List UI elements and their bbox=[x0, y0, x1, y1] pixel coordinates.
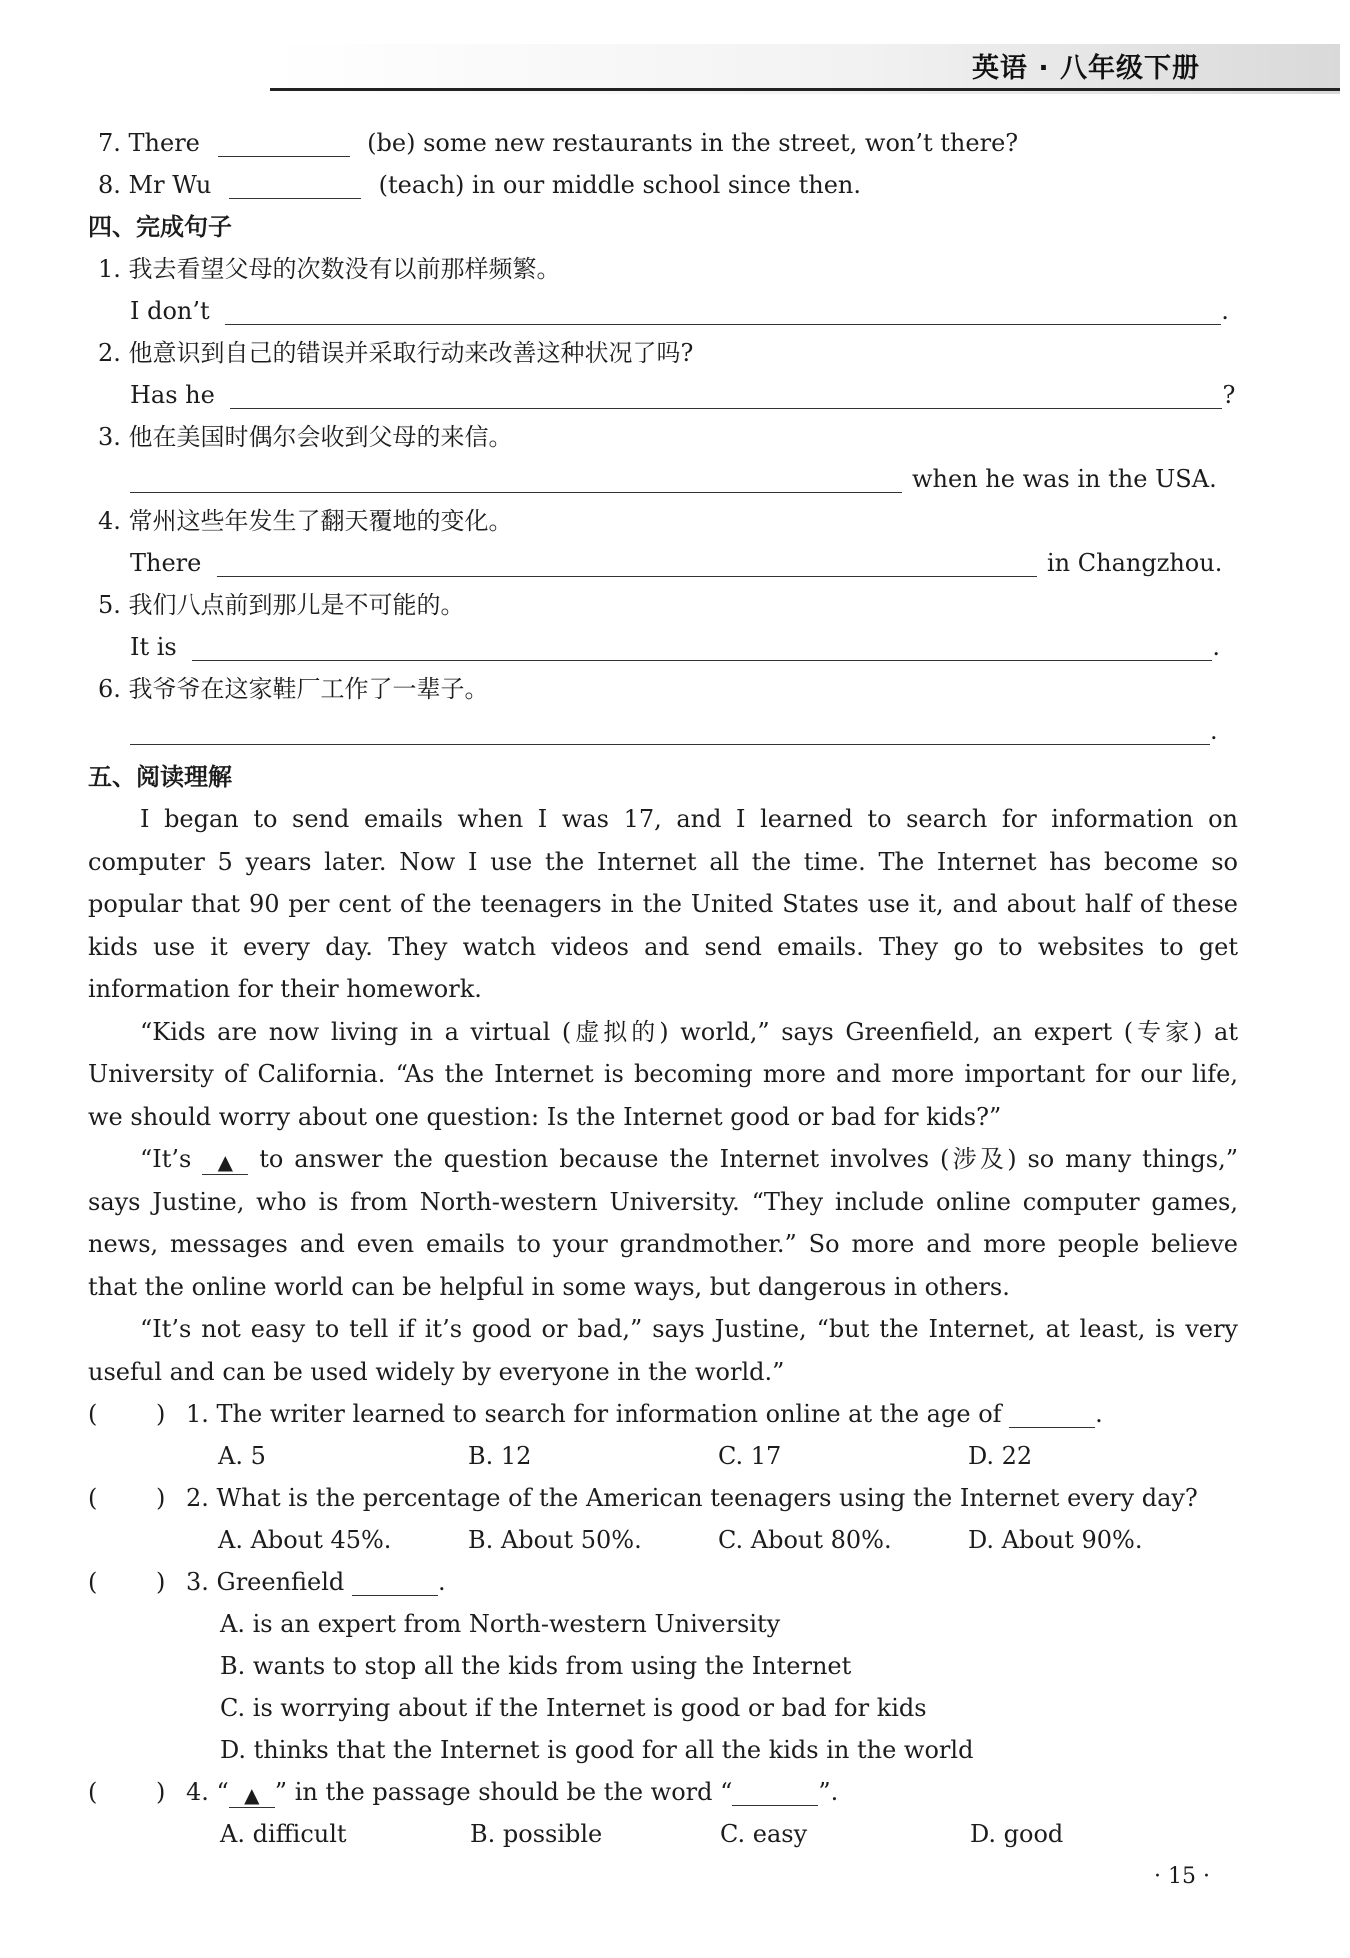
option-c[interactable]: C. easy bbox=[720, 1820, 808, 1848]
sentence-cn-2: 2. 他意识到自己的错误并采取行动来改善这种状况了吗? bbox=[98, 339, 694, 367]
option-b[interactable]: B. 12 bbox=[468, 1442, 532, 1470]
option-d[interactable]: D. thinks that the Internet is good for all the kids in the world bbox=[220, 1736, 974, 1764]
sentence-cn-1: 1. 我去看望父母的次数没有以前那样频繁。 bbox=[98, 255, 561, 283]
paragraph-text: to answer the question because the Internet involves (涉及) so many things,” says Justine, who is from North-western University. “They include online computer games, news, messages and even emails to your grandmother.” So more and more people believe that the online world can be helpful in some ways, but dangerous in others. bbox=[88, 1145, 1238, 1301]
passage-paragraph-4 bbox=[88, 1308, 1238, 1393]
sentence-en-2 bbox=[88, 374, 1238, 416]
fill-in-item-7 bbox=[88, 122, 1238, 164]
option-a[interactable]: A. is an expert from North-western University bbox=[220, 1610, 781, 1638]
option-a[interactable]: A. difficult bbox=[220, 1820, 347, 1848]
sentence-end: in Changzhou. bbox=[1046, 549, 1223, 577]
sentence-cn-4: 4. 常州这些年发生了翻天覆地的变化。 bbox=[98, 507, 513, 535]
answer-blank[interactable] bbox=[732, 1777, 818, 1806]
sentence-en-6 bbox=[88, 710, 1238, 752]
sentence-start: There bbox=[130, 549, 202, 577]
answer-paren-right: ) bbox=[156, 1568, 166, 1596]
answer-blank[interactable] bbox=[225, 296, 1221, 325]
question-2-options bbox=[88, 1519, 1238, 1561]
header-title: 英语 · 八年级下册 bbox=[971, 53, 1200, 84]
question-text bbox=[186, 1771, 838, 1813]
question-4-options bbox=[88, 1813, 1238, 1855]
answer-blank[interactable] bbox=[352, 1567, 438, 1596]
sentence-en-1 bbox=[88, 290, 1238, 332]
answer-paren-right: ) bbox=[156, 1778, 166, 1806]
passage-paragraph-2 bbox=[88, 1011, 1238, 1139]
question-1 bbox=[88, 1393, 1238, 1435]
answer-blank[interactable] bbox=[1009, 1399, 1095, 1428]
triangle-blank: ▲ bbox=[202, 1150, 248, 1175]
answer-blank[interactable] bbox=[218, 128, 350, 157]
paragraph-text: “Kids are now living in a virtual (虚拟的) world,” says Greenfield, an expert (专家) at University of California. “As the Internet is becoming more and more important for our life, we should worry about one question: Is the Internet good or bad for kids?” bbox=[88, 1017, 1238, 1131]
answer-paren-left[interactable]: ( bbox=[88, 1778, 98, 1806]
option-c[interactable]: C. About 80%. bbox=[718, 1526, 892, 1554]
answer-paren-left[interactable]: ( bbox=[88, 1568, 98, 1596]
sentence-cn-5: 5. 我们八点前到那儿是不可能的。 bbox=[98, 591, 465, 619]
question-end: ”. bbox=[818, 1778, 839, 1806]
answer-blank[interactable] bbox=[192, 632, 1212, 661]
sentence-cn-6: 6. 我爷爷在这家鞋厂工作了一辈子。 bbox=[98, 675, 489, 703]
sentence-en-5 bbox=[88, 626, 1238, 668]
sentence-end: when he was in the USA. bbox=[912, 465, 1217, 493]
section-title-5: 五、阅读理解 bbox=[88, 763, 232, 791]
sentence-start: Has he bbox=[130, 381, 215, 409]
option-d[interactable]: D. About 90%. bbox=[968, 1526, 1143, 1554]
question-stem: 3. Greenfield bbox=[186, 1568, 345, 1596]
item-hint: (teach) in our middle school since then. bbox=[378, 171, 862, 199]
passage-paragraph-1 bbox=[88, 798, 1238, 1011]
paragraph-text: I began to send emails when I was 17, and I learned to search for information on computer 5 years later. Now I use the Internet all the time. The Internet has become so popular that 90 per cent of the teenagers in the United States use it, and about half of these kids use it every day. They watch videos and send emails. They go to websites to get information for their homework. bbox=[88, 805, 1238, 1003]
question-end: . bbox=[437, 1568, 446, 1596]
question-2 bbox=[88, 1477, 1238, 1519]
page-number: · 15 · bbox=[1154, 1864, 1210, 1889]
sentence-start: I don’t bbox=[130, 297, 210, 325]
section-title-4: 四、完成句子 bbox=[88, 213, 232, 241]
triangle-blank: ▲ bbox=[229, 1783, 275, 1808]
question-stem: 1. The writer learned to search for information online at the age of bbox=[186, 1400, 1002, 1428]
answer-paren-left[interactable]: ( bbox=[88, 1400, 98, 1428]
answer-blank[interactable] bbox=[217, 548, 1037, 577]
option-d[interactable]: D. 22 bbox=[968, 1442, 1033, 1470]
question-stem: ” in the passage should be the word “ bbox=[274, 1778, 733, 1806]
question-text bbox=[186, 1561, 446, 1603]
item-label: 8. Mr Wu bbox=[98, 171, 212, 199]
question-stem: 4. “ bbox=[186, 1778, 229, 1806]
item-hint: (be) some new restaurants in the street, won’t there? bbox=[367, 129, 1019, 157]
answer-blank[interactable] bbox=[130, 464, 902, 493]
question-text bbox=[186, 1393, 1103, 1435]
option-b[interactable]: B. possible bbox=[470, 1820, 603, 1848]
option-c[interactable]: C. is worrying about if the Internet is good or bad for kids bbox=[220, 1694, 927, 1722]
header-rule bbox=[270, 88, 1340, 91]
content bbox=[88, 122, 1238, 1855]
fill-in-item-8 bbox=[88, 164, 1238, 206]
option-b[interactable]: B. About 50%. bbox=[468, 1526, 642, 1554]
option-a[interactable]: A. 5 bbox=[218, 1442, 266, 1470]
answer-blank[interactable] bbox=[229, 170, 361, 199]
sentence-en-4 bbox=[88, 542, 1238, 584]
answer-blank[interactable] bbox=[230, 380, 1222, 409]
sentence-cn-3: 3. 他在美国时偶尔会收到父母的来信。 bbox=[98, 423, 513, 451]
answer-paren-right: ) bbox=[156, 1400, 166, 1428]
answer-blank[interactable] bbox=[130, 716, 1210, 745]
sentence-end: ? bbox=[1222, 381, 1236, 409]
question-text: 2. What is the percentage of the American teenagers using the Internet every day? bbox=[186, 1484, 1198, 1512]
option-a[interactable]: A. About 45%. bbox=[218, 1526, 392, 1554]
question-end: . bbox=[1095, 1400, 1103, 1428]
paragraph-text: “It’s not easy to tell if it’s good or bad,” says Justine, “but the Internet, at least, is very useful and can be used widely by everyone in the world.” bbox=[88, 1315, 1238, 1386]
sentence-en-3 bbox=[88, 458, 1238, 500]
question-1-options bbox=[88, 1435, 1238, 1477]
option-b[interactable]: B. wants to stop all the kids from using the Internet bbox=[220, 1652, 852, 1680]
answer-paren-right: ) bbox=[156, 1484, 166, 1512]
option-d[interactable]: D. good bbox=[970, 1820, 1064, 1848]
sentence-start: It is bbox=[130, 633, 177, 661]
option-c[interactable]: C. 17 bbox=[718, 1442, 782, 1470]
sentence-end: . bbox=[1212, 633, 1221, 661]
question-4 bbox=[88, 1771, 1238, 1813]
passage-paragraph-3 bbox=[88, 1138, 1238, 1308]
question-3 bbox=[88, 1561, 1238, 1603]
answer-paren-left[interactable]: ( bbox=[88, 1484, 98, 1512]
item-label: 7. There bbox=[98, 129, 200, 157]
sentence-end: . bbox=[1221, 297, 1229, 325]
paragraph-text: “It’s bbox=[140, 1145, 192, 1173]
sentence-end: . bbox=[1210, 717, 1218, 745]
